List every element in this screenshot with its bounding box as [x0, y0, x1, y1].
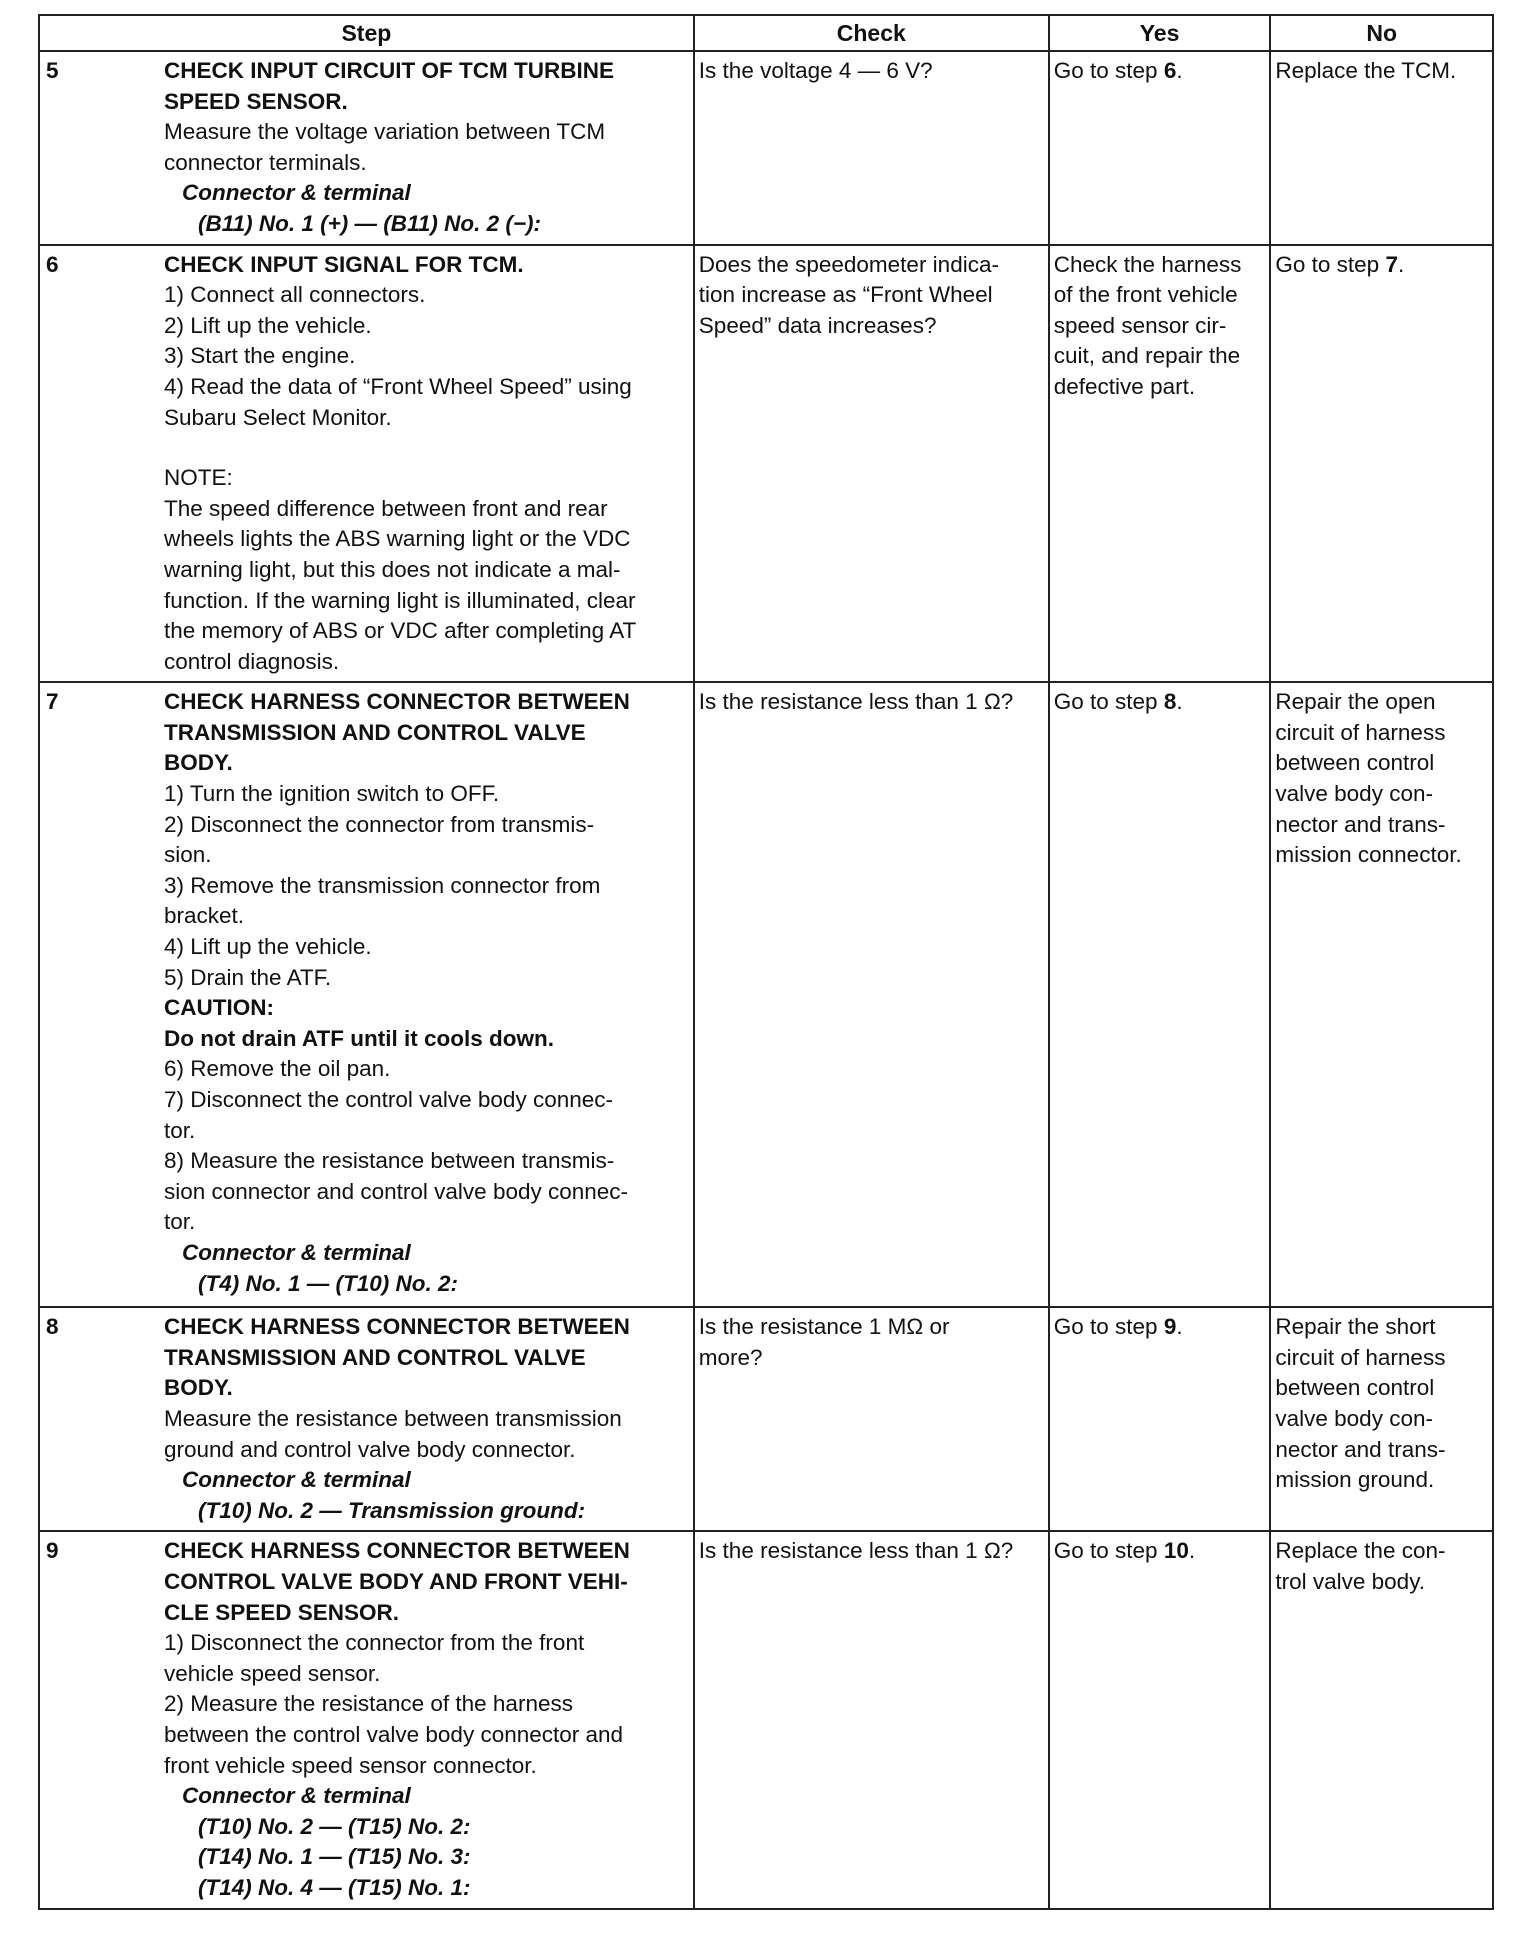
check-line: Does the speedometer indica-: [698, 251, 999, 277]
yes-step-number: 10: [1163, 1538, 1189, 1564]
step-text-line: Measure the voltage variation between TCM: [164, 119, 606, 145]
step-item-line: 5) Drain the ATF.: [164, 964, 332, 990]
table-row: [39, 682, 1493, 1307]
yes-line: Check the harness: [1053, 251, 1242, 277]
step-item-line: vehicle speed sensor.: [164, 1660, 381, 1686]
table-row: [39, 1307, 1493, 1531]
connector-terminal-value: (T10) No. 2 — Transmission ground:: [198, 1497, 586, 1523]
check-line: more?: [698, 1344, 763, 1370]
table-row: [39, 51, 1493, 245]
step-title-line: CONTROL VALVE BODY AND FRONT VEHI-: [164, 1569, 628, 1595]
diagnostic-procedure-sheet: [38, 14, 1494, 1932]
step-item-line: Subaru Select Monitor.: [164, 404, 392, 430]
no-line: circuit of harness: [1275, 1344, 1446, 1370]
yes-prefix: Go to step: [1053, 689, 1164, 715]
connector-terminal-value: (T4) No. 1 — (T10) No. 2:: [198, 1270, 459, 1296]
step-title-line: SPEED SENSOR.: [164, 88, 348, 114]
check-line: Is the voltage 4 — 6 V?: [698, 58, 933, 83]
table-row: [39, 1531, 1493, 1908]
yes-line: [1054, 687, 1266, 718]
no-line: between control: [1275, 750, 1435, 776]
no-line: nector and trans-: [1275, 811, 1446, 837]
check-cell: [694, 1307, 1049, 1531]
no-line: mission ground.: [1275, 1467, 1435, 1493]
yes-cell: [1049, 245, 1271, 683]
step-number: 7: [46, 689, 59, 715]
diagnostic-table: [38, 14, 1494, 1910]
step-number: 9: [46, 1538, 59, 1564]
step-title-line: CHECK HARNESS CONNECTOR BETWEEN: [164, 689, 630, 715]
caution-heading: CAUTION:: [164, 995, 274, 1021]
check-cell: [694, 1531, 1049, 1908]
step-item-line: 6) Remove the oil pan.: [164, 1056, 391, 1082]
header-step: Step: [39, 15, 694, 51]
header-yes: Yes: [1049, 15, 1271, 51]
yes-line: speed sensor cir-: [1053, 312, 1227, 338]
step-title-line: CHECK HARNESS CONNECTOR BETWEEN: [164, 1314, 630, 1340]
connector-terminal-value: (T10) No. 2 — (T15) No. 2:: [198, 1813, 471, 1839]
connector-terminal-label: Connector & terminal: [182, 180, 411, 206]
check-cell: [694, 682, 1049, 1307]
step-item-line: 1) Disconnect the connector from the front: [164, 1630, 585, 1656]
step-text-line: Measure the resistance between transmission: [164, 1406, 622, 1432]
connector-terminal-value: (B11) No. 1 (+) — (B11) No. 2 (−):: [198, 210, 541, 236]
no-cell: [1270, 1307, 1493, 1531]
connector-terminal-label: Connector & terminal: [182, 1783, 411, 1809]
step-title-line: TRANSMISSION AND CONTROL VALVE: [164, 1344, 586, 1370]
step-number: 8: [46, 1314, 59, 1340]
no-cell: [1270, 1531, 1493, 1908]
step-title-line: CHECK INPUT SIGNAL FOR TCM.: [164, 251, 524, 277]
yes-line: of the front vehicle: [1053, 282, 1238, 308]
table-row: [39, 245, 1493, 683]
step-item-line: 4) Read the data of “Front Wheel Speed” using: [164, 373, 632, 399]
yes-step-number: 9: [1163, 1314, 1177, 1340]
note-line: the memory of ABS or VDC after completing AT: [164, 618, 637, 644]
step-item-line: 2) Lift up the vehicle.: [164, 312, 372, 338]
step-item-line: 2) Measure the resistance of the harness: [164, 1691, 573, 1717]
yes-prefix: Go to step: [1053, 1538, 1164, 1564]
yes-step-number: 6: [1163, 58, 1177, 83]
step-cell: [39, 245, 694, 683]
step-cell: [39, 682, 694, 1307]
step-item-line: between the control valve body connector and: [164, 1722, 624, 1747]
yes-line: [1054, 1312, 1266, 1343]
note-line: wheels lights the ABS warning light or the VDC: [164, 526, 631, 552]
step-item-line: 1) Turn the ignition switch to OFF.: [164, 781, 500, 807]
step-title-line: CHECK INPUT CIRCUIT OF TCM TURBINE: [164, 58, 614, 83]
connector-terminal-value: (T14) No. 4 — (T15) No. 1:: [198, 1874, 471, 1900]
yes-line: cuit, and repair the: [1053, 343, 1241, 369]
check-line: Is the resistance less than 1 Ω?: [698, 1538, 1014, 1564]
yes-suffix: .: [1176, 689, 1183, 715]
note-heading: NOTE:: [164, 465, 233, 491]
step-item-line: 2) Disconnect the connector from transmis-: [164, 811, 595, 837]
yes-cell: [1049, 1531, 1271, 1908]
header-no: No: [1270, 15, 1493, 51]
yes-prefix: Go to step: [1053, 58, 1164, 83]
step-title-line: CLE SPEED SENSOR.: [164, 1599, 400, 1625]
step-item-line: sion connector and control valve body connec-: [164, 1178, 629, 1204]
no-line: [1275, 250, 1488, 281]
check-line: Is the resistance 1 MΩ or: [698, 1314, 950, 1340]
no-step-number: 7: [1385, 251, 1398, 277]
no-line: Repair the open: [1275, 689, 1436, 715]
step-item-line: 4) Lift up the vehicle.: [164, 934, 372, 960]
step-item-line: 3) Start the engine.: [164, 343, 356, 369]
yes-cell: [1049, 51, 1271, 245]
caution-text: Do not drain ATF until it cools down.: [164, 1025, 554, 1051]
connector-terminal-label: Connector & terminal: [182, 1239, 411, 1265]
step-item-line: sion.: [164, 842, 212, 868]
yes-step-number: 8: [1163, 689, 1177, 715]
step-cell: [39, 51, 694, 245]
yes-line: [1054, 1536, 1266, 1567]
no-line: between control: [1275, 1375, 1435, 1401]
step-item-line: tor.: [164, 1117, 196, 1143]
step-item-line: bracket.: [164, 903, 245, 929]
step-cell: [39, 1531, 694, 1908]
header-check: Check: [694, 15, 1049, 51]
step-title-line: CHECK HARNESS CONNECTOR BETWEEN: [164, 1538, 630, 1564]
step-cell: [39, 1307, 694, 1531]
no-cell: [1270, 51, 1493, 245]
yes-line: [1054, 56, 1266, 87]
step-item-line: tor.: [164, 1209, 196, 1235]
step-item-line: 1) Connect all connectors.: [164, 282, 426, 308]
check-line: tion increase as “Front Wheel: [698, 282, 993, 308]
connector-terminal-value: (T14) No. 1 — (T15) No. 3:: [198, 1844, 471, 1870]
no-line: Repair the short: [1275, 1314, 1436, 1340]
check-cell: [694, 51, 1049, 245]
step-title-line: TRANSMISSION AND CONTROL VALVE: [164, 719, 586, 745]
yes-suffix: .: [1188, 1538, 1196, 1564]
no-line: nector and trans-: [1275, 1436, 1446, 1462]
note-line: The speed difference between front and rear: [164, 495, 608, 521]
no-line: circuit of harness: [1275, 719, 1446, 745]
no-line: valve body con-: [1275, 1406, 1433, 1432]
yes-line: defective part.: [1053, 373, 1196, 399]
check-line: Is the resistance less than 1 Ω?: [698, 689, 1014, 715]
connector-terminal-label: Connector & terminal: [182, 1467, 411, 1493]
no-line: Replace the TCM.: [1275, 58, 1457, 83]
note-line: control diagnosis.: [164, 648, 340, 674]
step-title-line: BODY.: [164, 1375, 233, 1401]
yes-suffix: .: [1176, 58, 1183, 83]
step-title-line: BODY.: [164, 750, 233, 776]
yes-suffix: .: [1176, 1314, 1183, 1340]
step-item-line: front vehicle speed sensor connector.: [164, 1752, 537, 1778]
no-line: valve body con-: [1275, 781, 1433, 807]
step-number: 6: [46, 251, 59, 277]
no-line: Replace the con-: [1275, 1538, 1446, 1564]
step-item-line: 8) Measure the resistance between transmis-: [164, 1148, 615, 1174]
yes-cell: [1049, 1307, 1271, 1531]
step-item-line: 7) Disconnect the control valve body connec-: [164, 1087, 613, 1112]
header-row: [39, 15, 1493, 51]
no-prefix: Go to step: [1275, 251, 1386, 277]
check-cell: [694, 245, 1049, 683]
note-line: function. If the warning light is illuminated, clear: [164, 587, 636, 613]
step-number: 5: [46, 58, 59, 83]
no-cell: [1270, 682, 1493, 1307]
step-text-line: connector terminals.: [164, 149, 367, 175]
check-line: Speed” data increases?: [698, 312, 937, 338]
note-line: warning light, but this does not indicate a mal-: [164, 556, 621, 582]
no-line: mission connector.: [1275, 842, 1462, 868]
yes-cell: [1049, 682, 1271, 1307]
no-suffix: .: [1397, 251, 1405, 277]
no-cell: [1270, 245, 1493, 683]
step-item-line: 3) Remove the transmission connector from: [164, 872, 601, 898]
yes-prefix: Go to step: [1053, 1314, 1164, 1340]
step-text-line: ground and control valve body connector.: [164, 1436, 576, 1462]
no-line: trol valve body.: [1275, 1569, 1426, 1595]
